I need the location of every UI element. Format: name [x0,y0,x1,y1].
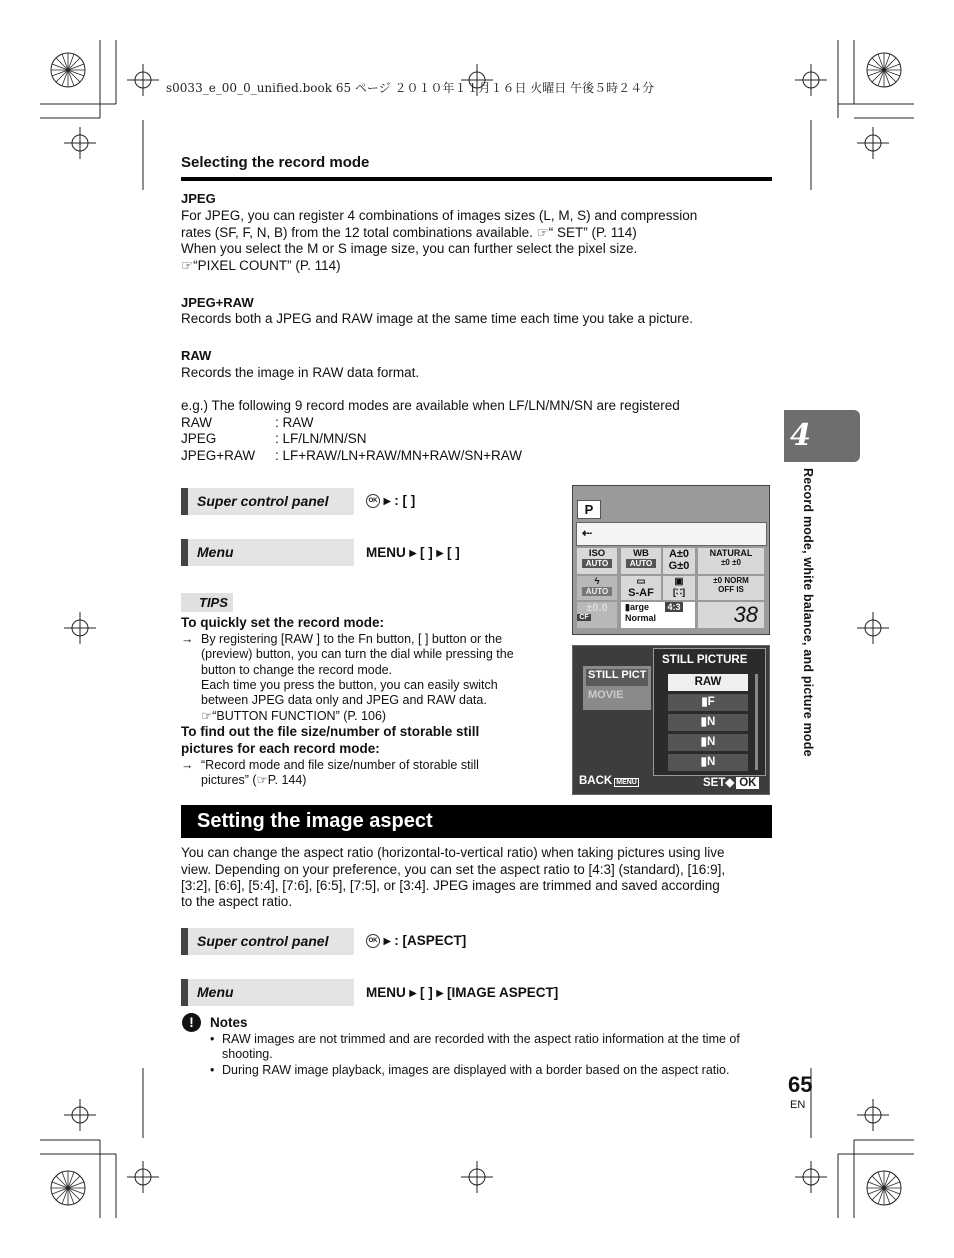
wb-label: WB [633,548,649,559]
tab-movie: MOVIE [588,689,624,701]
adjust-3: ±0 [713,576,723,585]
menu-label-text: Menu [197,984,234,1000]
chapter-number: 4 [790,418,811,453]
menu-button-icon: MENU [616,779,637,786]
ok-button-icon: OK [366,934,380,948]
aspect-heading: Setting the image aspect [197,810,433,832]
stabilizer-cell [698,576,764,600]
compression: Normal [625,613,657,623]
header-file-line: s0033_e_00_0_unified.book 65 ページ ２０１０年１１月１６日 火曜日 午後５時２４分 [166,81,655,95]
page-language: EN [790,1099,806,1111]
aspect-label: 4:3 [667,602,681,612]
ok-button-icon: OK [366,494,380,508]
bullet: • [210,1032,215,1046]
exposure-value: ±0.0 [586,602,608,614]
flash-cell [577,576,617,600]
example-row-value: : RAW [275,415,314,430]
set-hint: SET◆ OK [703,775,759,789]
op-text: ▸ : [ASPECT] [383,933,467,948]
jpeg-line-2: rates (SF, F, N, B) from the 12 total combinations available. ☞“ SET” (P. 114) [181,225,637,240]
menu-screen [572,645,770,795]
option-sn-label: N [707,756,716,768]
back-label: BACK [579,775,613,787]
tip-line: (preview) button, you can turn the dial while pressing the [201,647,514,661]
af-cell [621,576,661,600]
example-row-label: JPEG [181,431,217,446]
aspect-heading-bar [181,805,772,838]
image-size-label: arge [629,602,649,612]
tip-line: button to change the record mode. [201,663,393,677]
label-bar [181,928,188,955]
label-bar [181,979,188,1006]
op-text: ▸ : [ ] [383,493,416,508]
ok-label: OK [736,777,759,789]
tip-line: ☞“BUTTON FUNCTION” (P. 106) [201,709,387,723]
tip-line: By registering [RAW ] to the Fn button, [ ] button or the [201,632,503,646]
notes-item: During RAW image playback, images are displayed with a border based on the aspect ratio. [222,1063,730,1077]
option-lf[interactable]: ▮F [668,694,748,711]
super-control-panel-text: Super control panel [197,933,329,949]
tips-badge [181,593,233,612]
tab-still-picture: STILL PICT [586,669,648,686]
option-lf-label: F [707,696,715,708]
option-mn[interactable]: ▮N [668,734,748,751]
shot-count: 38 [698,602,764,628]
option-mn-label: N [707,736,716,748]
sidebar-title: Record mode, white balance, and picture mode [801,468,815,757]
jpeg-raw-text: Records both a JPEG and RAW image at the same time each time you take a picture. [181,311,693,326]
wb-value: AUTO [626,559,656,568]
option-ln[interactable]: ▮N [668,714,748,731]
picture-adjust [698,558,764,567]
notes-item: shooting. [222,1047,273,1061]
jpeg-line-1: For JPEG, you can register 4 combinations of images sizes (L, M, S) and compression [181,208,698,223]
drive-icon: ▣ [674,576,684,587]
mode-indicator: P [577,500,601,519]
super-control-panel-label [181,488,354,515]
aspect-line: to the aspect ratio. [181,894,293,909]
tip-line: “Record mode and file size/number of storable still [201,758,479,772]
super-control-panel-text: Super control panel [197,493,329,509]
popup-scrollbar[interactable] [755,674,758,770]
aspect-line: view. Depending on your preference, you can set the aspect ratio to [4:3] (standard), [16:9], [181,862,726,877]
off-label: OFF [718,585,735,594]
wb-cell [621,548,661,574]
chapter-tab [784,410,860,462]
norm-label: NORM [724,576,749,585]
iso-cell [577,548,617,574]
image-quality-cell [621,602,695,628]
tip-line: Each time you press the button, you can easily switch [201,678,498,692]
page-number: 65 [788,1072,813,1097]
flash-icon: ϟ [594,576,600,587]
super-control-panel-screen [572,485,770,635]
card-label: CF [577,614,591,621]
drive-cell [663,576,695,600]
flash-value: AUTO [582,587,612,596]
notes-warning-icon: ! [182,1013,201,1032]
metering-icon: ▭ [636,576,646,587]
arrow-icon: → [181,758,194,772]
menu-label-text: Menu [197,544,234,560]
jpeg-line-4: ☞“PIXEL COUNT” (P. 114) [181,258,341,273]
menu-op: MENU ▸ [ ] ▸ [ ] [366,545,460,560]
tip-heading-1: To quickly set the record mode: [181,615,385,630]
record-mode-icon: ⇠ [582,526,593,540]
jpeg-heading: JPEG [181,191,216,206]
jpeg-line-3: When you select the M or S image size, you can further select the pixel size. [181,241,638,256]
jpeg-raw-heading: JPEG+RAW [181,295,254,310]
menu-label [181,979,354,1006]
stabilizer-row-1 [698,576,764,585]
option-sn[interactable]: ▮N [668,754,748,771]
tip-line: pictures” (☞P. 144) [201,773,307,787]
tip-line: between JPEG data only and JPEG and RAW data. [201,693,487,707]
wb-adjust-cell [663,548,695,574]
notes-heading: Notes [210,1015,248,1030]
aspect-line: [3:2], [6:6], [5:4], [7:6], [6:5], [7:5], or [3:4]. JPEG images are trimmed and saved according [181,878,720,893]
arrow-icon: → [181,632,194,646]
label-bar [181,488,188,515]
iso-label: ISO [588,548,606,559]
iso-value: AUTO [582,559,612,568]
wb-adjust-g: G±0 [668,560,690,572]
stabilizer-row-2 [698,585,764,594]
is-label: IS [736,585,744,594]
image-size: ▮arge 4:3 [625,602,681,612]
tips-label: TIPS [199,595,228,610]
af-mode: S-AF [628,587,654,599]
menu-label [181,539,354,566]
record-mode-row [576,522,767,546]
super-control-panel-op [366,933,466,949]
menu-op: MENU ▸ [ ] ▸ [IMAGE ASPECT] [366,985,559,1000]
tip-heading-2b: pictures for each record mode: [181,741,380,756]
set-label: SET [703,777,726,789]
notes-item: RAW images are not trimmed and are recorded with the aspect ratio information at the time of [222,1032,740,1046]
title-rule [181,177,772,181]
picture-mode: NATURAL [709,548,753,558]
back-hint [579,775,639,787]
bullet: • [210,1063,215,1077]
wb-adjust-a: A±0 [668,548,690,560]
option-raw[interactable]: RAW [668,674,748,691]
aspect-line: You can change the aspect ratio (horizontal-to-vertical ratio) when taking pictures using live [181,845,725,860]
adjust-1: ±0 [721,558,730,567]
af-area-icon: [∷] [672,587,686,598]
tip-heading-2a: To find out the file size/number of storable still [181,724,480,739]
label-bar [181,539,188,566]
super-control-panel-op [366,493,415,509]
record-mode-popup [653,648,766,776]
example-row-value: : LF/LN/MN/SN [275,431,367,446]
popup-title: STILL PICTURE [662,654,748,666]
exposure-cell [577,602,617,628]
example-row-value: : LF+RAW/LN+RAW/MN+RAW/SN+RAW [275,448,523,463]
menu-tabs [583,666,651,710]
section-title: Selecting the record mode [181,154,370,171]
super-control-panel-label [181,928,354,955]
example-intro: e.g.) The following 9 record modes are available when LF/LN/MN/SN are registered [181,398,680,413]
example-row-label: JPEG+RAW [181,448,256,463]
option-ln-label: N [707,716,716,728]
picture-mode-cell [698,548,764,574]
adjust-2: ±0 [732,558,741,567]
raw-heading: RAW [181,348,212,363]
example-row-label: RAW [181,415,212,430]
raw-text: Records the image in RAW data format. [181,365,420,380]
